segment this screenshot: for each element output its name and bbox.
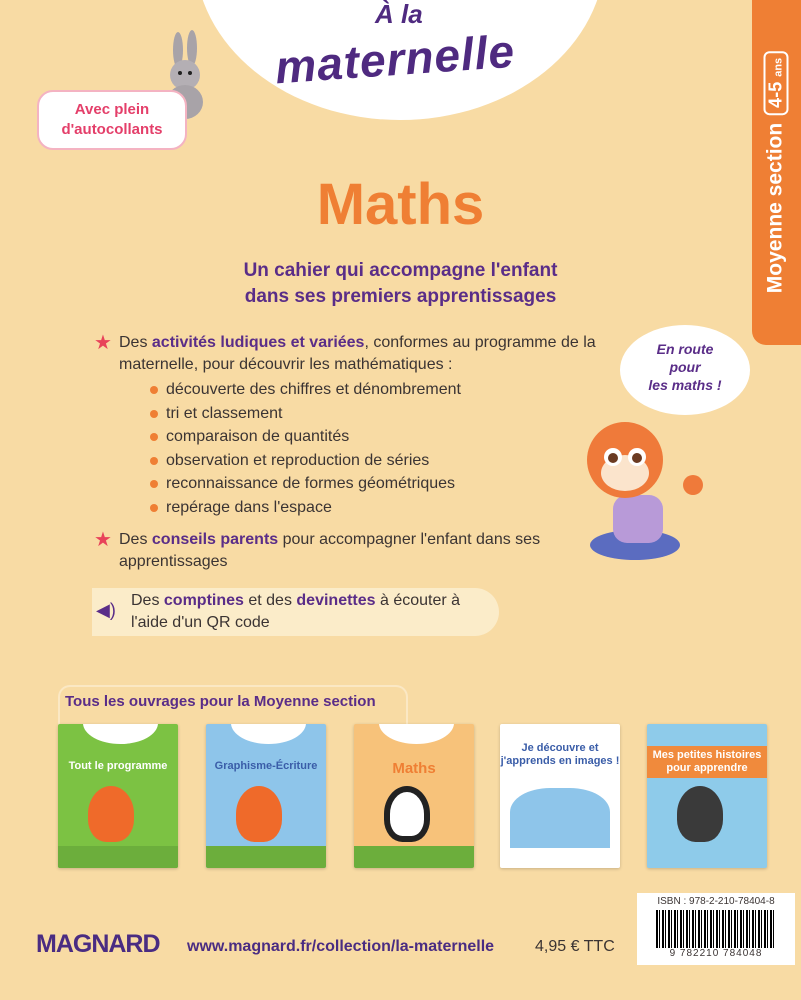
book-title: Mes petites histoires pour apprendre [652, 749, 762, 774]
highlight: activités ludiques et variées [151, 334, 365, 351]
text: Des [119, 334, 152, 351]
barcode-number: 9 782210 784048 [669, 948, 763, 959]
text: Des [131, 592, 164, 609]
speech-line: En route [656, 341, 714, 357]
text: et des [243, 592, 297, 609]
speaker-icon: ◀) [96, 600, 116, 620]
list-item: observation et reproduction de séries [150, 449, 461, 473]
book-title: Maths [392, 760, 436, 777]
speech-bubble [620, 325, 750, 415]
price: 4,95 € TTC [535, 938, 615, 955]
book-cover[interactable] [354, 724, 474, 868]
age-value: 4-5 [765, 81, 786, 108]
highlight: devinettes [296, 592, 376, 609]
list-item: découverte des chiffres et dénombrement [150, 378, 461, 402]
book-title: Graphisme-Écriture [214, 760, 318, 772]
publisher-logo: MAGNARD [36, 930, 160, 958]
list-item: tri et classement [150, 402, 461, 426]
books-heading: Tous les ouvrages pour la Moyenne section [65, 693, 376, 710]
text: Des [119, 531, 152, 548]
feature-activities [119, 332, 619, 376]
text: , conformes au programme de la maternelle, pour découvrir les mathématiques : [119, 334, 596, 373]
barcode [656, 910, 776, 948]
subtitle-line1: Un cahier qui accompagne l'enfant [243, 260, 558, 281]
text: à écouter à l'aide d'un QR code [131, 592, 461, 631]
highlight: comptines [163, 592, 244, 609]
activity-list [150, 378, 461, 519]
feature-audio [131, 590, 491, 634]
book-cover[interactable] [58, 724, 178, 868]
book-cover[interactable] [647, 724, 767, 868]
sticker-line1: Avec plein [74, 101, 150, 118]
age-unit: ans [772, 57, 785, 77]
sticker-badge [37, 90, 187, 150]
section-label: Moyenne section [763, 122, 787, 294]
list-item: comparaison de quantités [150, 425, 461, 449]
isbn-barcode [637, 893, 795, 965]
feature-parents [119, 529, 549, 573]
tiger-illustration [565, 415, 715, 565]
book-subtitle [0, 258, 801, 310]
book-title: Maths [316, 172, 485, 237]
book-title: Tout le programme [68, 760, 168, 772]
book-cover[interactable] [500, 724, 620, 868]
subtitle-line2: dans ses premiers apprentissages [244, 286, 557, 307]
website-link[interactable]: www.magnard.fr/collection/la-maternelle [187, 938, 495, 955]
age-badge [764, 51, 789, 115]
book-title: Je découvre et j'apprends en images ! [500, 742, 620, 767]
text: pour accompagner l'enfant dans ses apprentissages [119, 531, 541, 570]
sticker-line2: d'autocollants [61, 121, 163, 138]
series-logo: maternelle [273, 24, 517, 94]
highlight: conseils parents [151, 531, 279, 548]
series-logo-top: À la [375, 0, 423, 29]
book-cover[interactable] [206, 724, 326, 868]
star-icon: ★ [94, 529, 112, 551]
speech-line: les maths ! [648, 377, 722, 393]
star-icon: ★ [94, 332, 112, 354]
list-item: repérage dans l'espace [150, 496, 461, 520]
speech-line: pour [669, 359, 701, 375]
isbn-text: ISBN : 978-2-210-78404-8 [657, 896, 775, 907]
list-item: reconnaissance de formes géométriques [150, 472, 461, 496]
